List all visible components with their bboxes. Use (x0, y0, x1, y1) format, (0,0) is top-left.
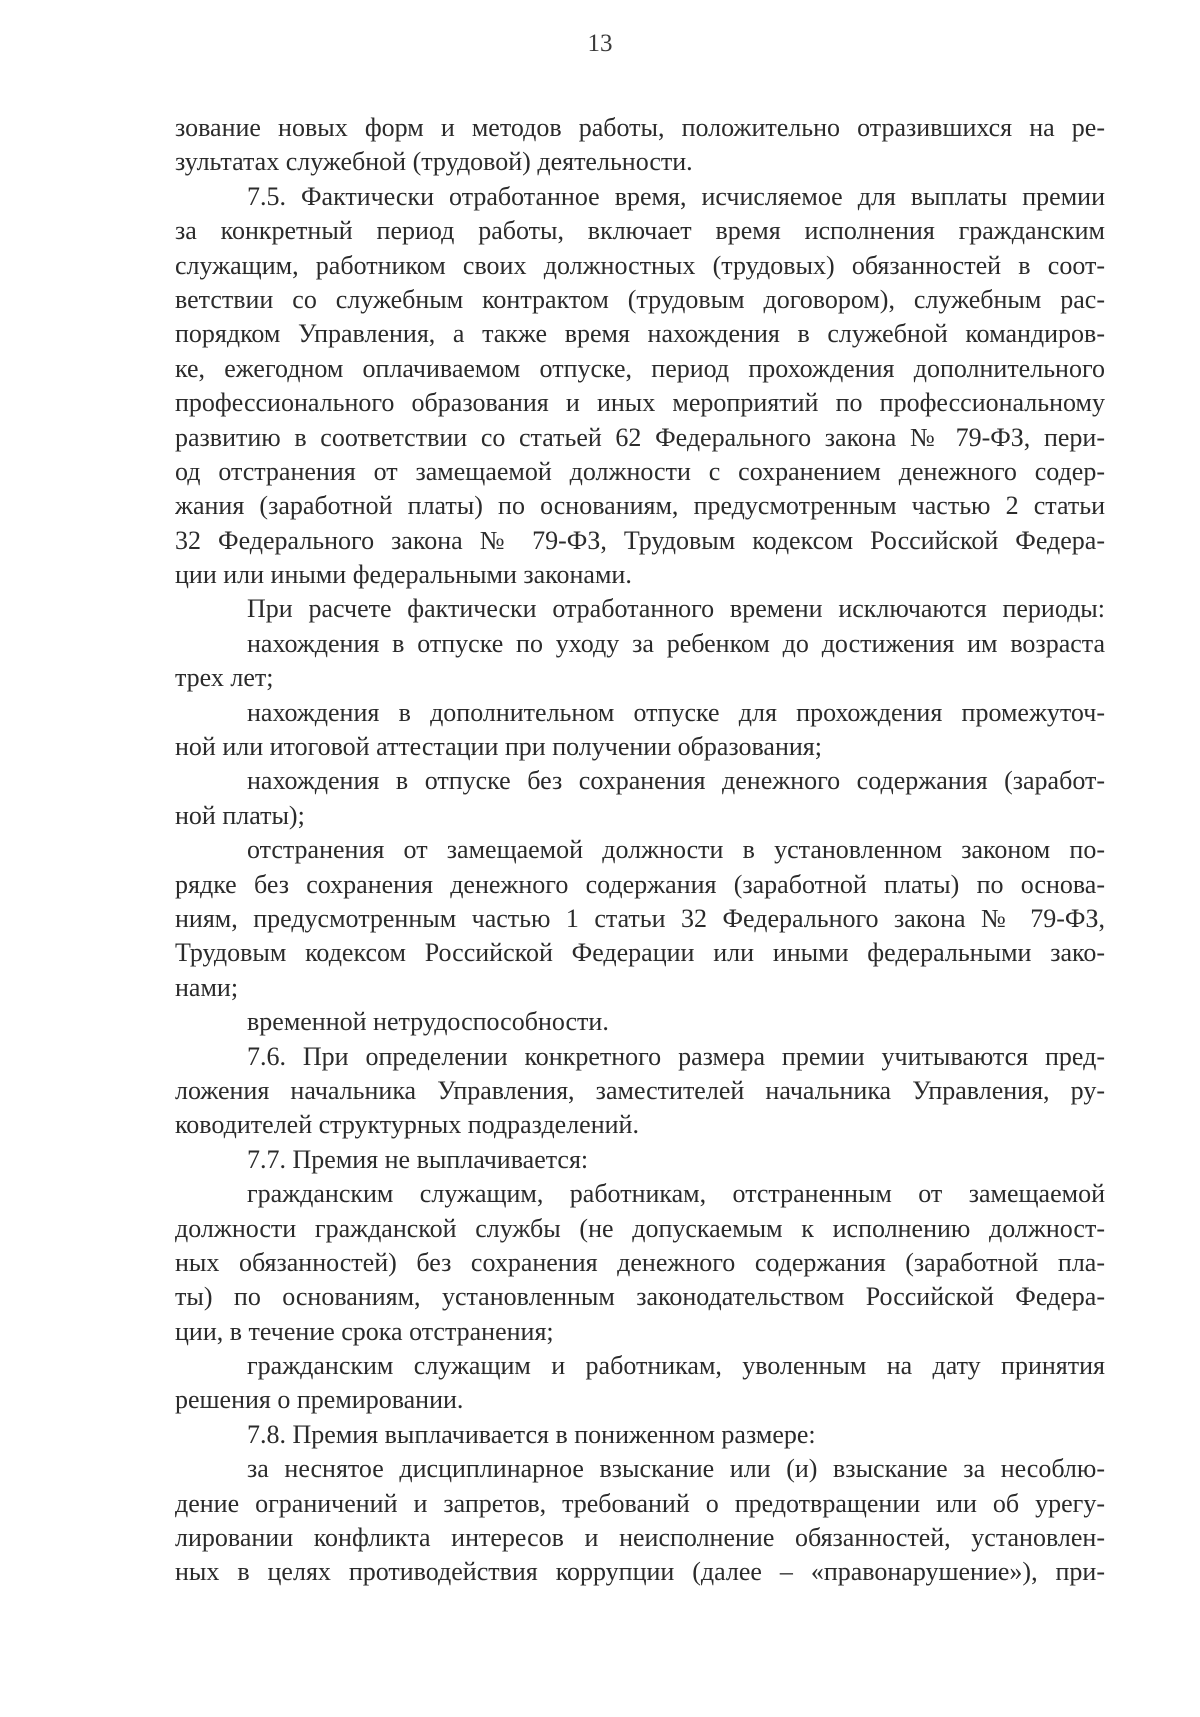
text-line: решения о премировании. (175, 1385, 464, 1415)
text-line: ке, ежегодном оплачиваемом отпуске, период прохождения дополнительного (175, 353, 1105, 383)
text-line: 7.6. При определении конкретного размера премии учитываются пред- (247, 1041, 1105, 1071)
text-line: трех лет; (175, 663, 274, 693)
text-line: временной нетрудоспособности. (247, 1007, 609, 1037)
text-line: нахождения в отпуске без сохранения денежного содержания (заработ- (247, 766, 1105, 796)
text-line: ных в целях противодействия коррупции (далее – «правонарушение»), при- (175, 1557, 1105, 1587)
text-line: 7.5. Фактически отработанное время, исчисляемое для выплаты премии (247, 181, 1105, 211)
text-line: отстранения от замещаемой должности в установленном законом по- (247, 835, 1105, 865)
text-line: жания (заработной платы) по основаниям, предусмотренным частью 2 статьи (175, 491, 1105, 521)
text-line: ководителей структурных подразделений. (175, 1110, 639, 1140)
text-line: ниям, предусмотренным частью 1 статьи 32 Федерального закона № 79-ФЗ, (175, 903, 1105, 933)
text-line: профессионального образования и иных мероприятий по профессиональному (175, 388, 1105, 418)
text-line: должности гражданской службы (не допускаемым к исполнению должност- (175, 1213, 1105, 1243)
text-line: нахождения в дополнительном отпуске для прохождения промежуточ- (247, 697, 1105, 727)
text-line: 7.8. Премия выплачивается в пониженном размере: (247, 1419, 816, 1449)
text-line: ложения начальника Управления, заместителей начальника Управления, ру- (175, 1075, 1105, 1105)
text-line: 32 Федерального закона № 79-ФЗ, Трудовым кодексом Российской Федера- (175, 525, 1105, 555)
text-line: нахождения в отпуске по уходу за ребенком до достижения им возраста (247, 628, 1105, 658)
text-line: При расчете фактически отработанного времени исключаются периоды: (247, 594, 1105, 624)
text-line: развитию в соответствии со статьей 62 Федерального закона № 79-ФЗ, пери- (175, 422, 1105, 452)
text-line: зование новых форм и методов работы, положительно отразившихся на ре- (175, 113, 1105, 142)
text-line: служащим, работником своих должностных (трудовых) обязанностей в соот- (175, 250, 1105, 280)
text-line: ты) по основаниям, установленным законодательством Российской Федера- (175, 1282, 1105, 1312)
text-line: од отстранения от замещаемой должности с сохранением денежного содер- (175, 456, 1105, 486)
text-line: ной платы); (175, 800, 305, 830)
text-line: гражданским служащим, работникам, отстраненным от замещаемой (247, 1179, 1105, 1209)
text-line: гражданским служащим и работникам, уволенным на дату принятия (247, 1351, 1105, 1381)
text-line: Трудовым кодексом Российской Федерации или иными федеральными зако- (175, 938, 1105, 968)
text-line: ции, в течение срока отстранения; (175, 1316, 554, 1346)
text-line: ных обязанностей) без сохранения денежного содержания (заработной пла- (175, 1247, 1105, 1277)
page-number: 13 (587, 30, 613, 57)
text-line: лировании конфликта интересов и неисполнение обязанностей, установлен- (175, 1523, 1105, 1553)
text-line: дение ограничений и запретов, требований о предотвращении или об урегу- (175, 1488, 1105, 1518)
text-line: ной или итоговой аттестации при получении образования; (175, 732, 822, 762)
text-line: за конкретный период работы, включает время исполнения гражданским (175, 216, 1105, 246)
text-line: ветствии со служебным контрактом (трудовым договором), служебным рас- (175, 284, 1105, 314)
text-line: рядке без сохранения денежного содержания (заработной платы) по основа- (175, 869, 1105, 899)
text-line: порядком Управления, а также время нахождения в служебной командиров- (175, 319, 1105, 349)
text-line: нами; (175, 972, 239, 1002)
text-line: зультатах служебной (трудовой) деятельности. (175, 147, 693, 177)
text-line: за неснятое дисциплинарное взыскание или (и) взыскание за несоблю- (247, 1454, 1105, 1484)
text-line: ции или иными федеральными законами. (175, 560, 632, 590)
document-body (175, 111, 1105, 1590)
text-line: 7.7. Премия не выплачивается: (247, 1144, 589, 1174)
